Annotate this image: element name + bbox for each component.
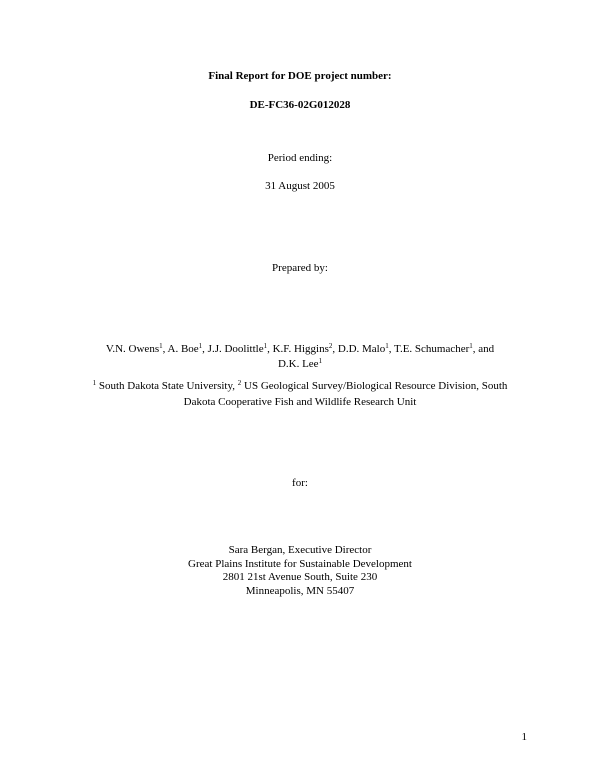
author-name: D.K. Lee <box>277 358 319 370</box>
author-affiliation-mark: 2 <box>328 342 333 350</box>
affiliation-mark: 1 <box>92 379 97 387</box>
author-name: , K.F. Higgins <box>267 343 329 355</box>
affiliation-text: South Dakota State University, <box>96 380 238 392</box>
recipient-city: Minneapolis, MN 55407 <box>245 585 355 597</box>
period-date: 31 August 2005 <box>265 180 335 192</box>
author-name: , J.J. Doolittle <box>202 343 264 355</box>
author-affiliation-mark: 1 <box>263 342 268 350</box>
author-conjunction: , and <box>472 343 495 355</box>
project-number: DE-FC36-02G012028 <box>249 99 351 111</box>
for-label: for: <box>292 477 308 489</box>
author-affiliation-mark: 1 <box>385 342 389 350</box>
report-title: Final Report for DOE project number: <box>208 70 392 82</box>
affiliation-mark: 2 <box>237 379 242 387</box>
author-affiliation-mark: 1 <box>198 342 203 350</box>
affiliations-line-2: Dakota Cooperative Fish and Wildlife Research Unit <box>183 396 417 408</box>
author-name: V.N. Owens <box>105 343 160 355</box>
author-name: , A. Boe <box>162 343 199 355</box>
recipient-name: Sara Bergan, Executive Director <box>228 544 372 556</box>
authors-line-1 <box>0 343 600 356</box>
period-label: Period ending: <box>267 152 333 164</box>
author-name: , D.D. Malo <box>332 343 386 355</box>
author-affiliation-mark: 1 <box>469 342 473 350</box>
prepared-by-label: Prepared by: <box>272 262 328 274</box>
affiliation-text: US Geological Survey/Biological Resource Division, South <box>241 380 508 392</box>
author-affiliation-mark: 1 <box>318 357 323 365</box>
recipient-organization: Great Plains Institute for Sustainable Development <box>188 558 412 570</box>
author-name: , T.E. Schumacher <box>388 343 470 355</box>
authors-line-2 <box>0 358 600 371</box>
affiliations-line-1 <box>0 380 600 393</box>
page-number: 1 <box>521 731 527 743</box>
author-affiliation-mark: 1 <box>159 342 163 350</box>
recipient-street: 2801 21st Avenue South, Suite 230 <box>222 571 378 583</box>
